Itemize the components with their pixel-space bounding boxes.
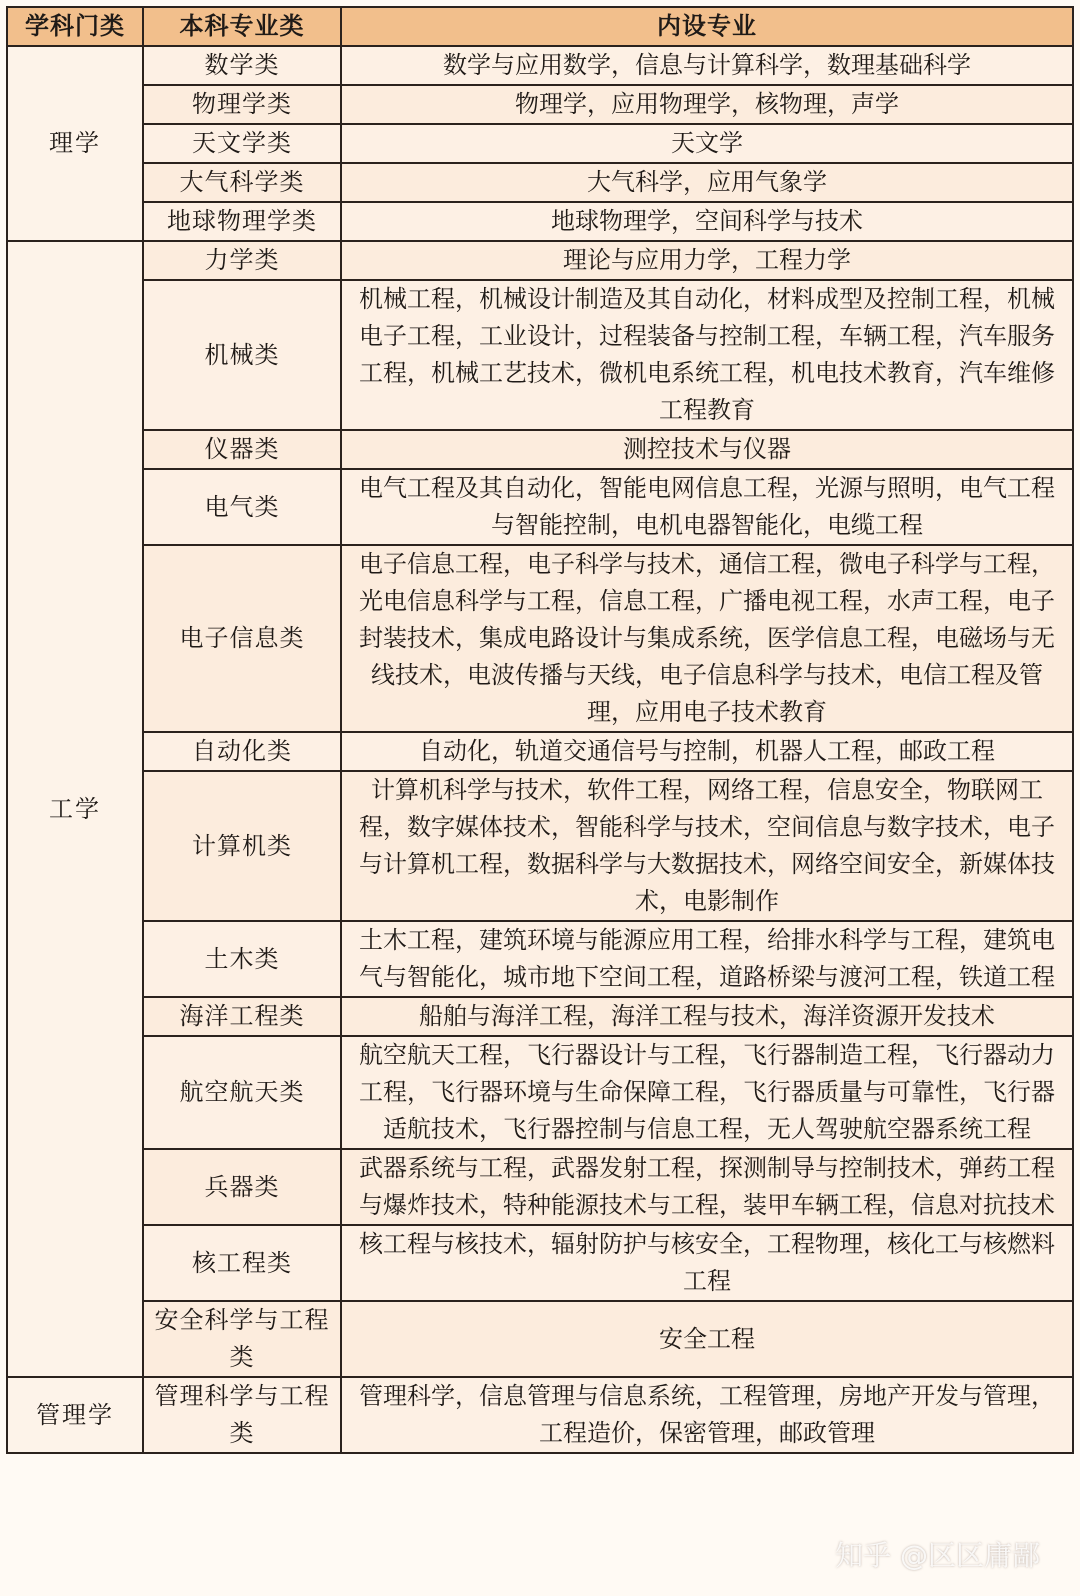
category-cell: 大气科学类 xyxy=(143,163,341,202)
category-cell: 兵器类 xyxy=(143,1149,341,1225)
category-cell: 物理学类 xyxy=(143,85,341,124)
table-row xyxy=(7,997,1073,1036)
table-row xyxy=(7,545,1073,732)
majors-cell: 数学与应用数学，信息与计算科学，数理基础科学 xyxy=(341,46,1073,85)
table-row xyxy=(7,469,1073,545)
category-cell: 数学类 xyxy=(143,46,341,85)
table-row xyxy=(7,771,1073,921)
header-category: 本科专业类 xyxy=(143,7,341,46)
majors-cell: 管理科学，信息管理与信息系统，工程管理，房地产开发与管理，工程造价，保密管理，邮政管理 xyxy=(341,1377,1073,1453)
majors-cell: 地球物理学，空间科学与技术 xyxy=(341,202,1073,241)
table-row xyxy=(7,241,1073,280)
majors-cell: 安全工程 xyxy=(341,1301,1073,1377)
table-row xyxy=(7,163,1073,202)
table-row xyxy=(7,1301,1073,1377)
majors-cell: 武器系统与工程，武器发射工程，探测制导与控制技术，弹药工程与爆炸技术，特种能源技术与工程，装甲车辆工程，信息对抗技术 xyxy=(341,1149,1073,1225)
category-cell: 电子信息类 xyxy=(143,545,341,732)
table-row xyxy=(7,732,1073,771)
header-discipline: 学科门类 xyxy=(7,7,143,46)
table-row xyxy=(7,921,1073,997)
majors-cell: 机械工程，机械设计制造及其自动化，材料成型及控制工程，机械电子工程，工业设计，过程装备与控制工程，车辆工程，汽车服务工程，机械工艺技术，微机电系统工程，机电技术教育，汽车维修工程教育 xyxy=(341,280,1073,430)
discipline-cell: 理学 xyxy=(7,46,143,241)
majors-table xyxy=(6,6,1074,1454)
category-cell: 力学类 xyxy=(143,241,341,280)
table-row xyxy=(7,1149,1073,1225)
majors-cell: 船舶与海洋工程，海洋工程与技术，海洋资源开发技术 xyxy=(341,997,1073,1036)
table-body xyxy=(7,46,1073,1453)
category-cell: 计算机类 xyxy=(143,771,341,921)
category-cell: 机械类 xyxy=(143,280,341,430)
majors-cell: 土木工程，建筑环境与能源应用工程，给排水科学与工程，建筑电气与智能化，城市地下空间工程，道路桥梁与渡河工程，铁道工程 xyxy=(341,921,1073,997)
majors-cell: 电气工程及其自动化，智能电网信息工程，光源与照明，电气工程与智能控制，电机电器智能化，电缆工程 xyxy=(341,469,1073,545)
table-row xyxy=(7,46,1073,85)
table-row xyxy=(7,1225,1073,1301)
category-cell: 仪器类 xyxy=(143,430,341,469)
category-cell: 管理科学与工程类 xyxy=(143,1377,341,1453)
majors-cell: 天文学 xyxy=(341,124,1073,163)
majors-cell: 自动化，轨道交通信号与控制，机器人工程，邮政工程 xyxy=(341,732,1073,771)
category-cell: 电气类 xyxy=(143,469,341,545)
table-row xyxy=(7,1377,1073,1453)
watermark: 知乎 @区区庸鄙 xyxy=(835,1539,1040,1572)
majors-cell: 航空航天工程，飞行器设计与工程，飞行器制造工程，飞行器动力工程，飞行器环境与生命保障工程，飞行器质量与可靠性，飞行器适航技术，飞行器控制与信息工程，无人驾驶航空器系统工程 xyxy=(341,1036,1073,1149)
table-row xyxy=(7,280,1073,430)
header-majors: 内设专业 xyxy=(341,7,1073,46)
category-cell: 安全科学与工程类 xyxy=(143,1301,341,1377)
table-row xyxy=(7,85,1073,124)
table-row xyxy=(7,430,1073,469)
category-cell: 核工程类 xyxy=(143,1225,341,1301)
majors-cell: 核工程与核技术，辐射防护与核安全，工程物理，核化工与核燃料工程 xyxy=(341,1225,1073,1301)
category-cell: 海洋工程类 xyxy=(143,997,341,1036)
majors-cell: 物理学，应用物理学，核物理，声学 xyxy=(341,85,1073,124)
header-row xyxy=(7,7,1073,46)
table-row xyxy=(7,1036,1073,1149)
table-row xyxy=(7,124,1073,163)
discipline-cell: 工学 xyxy=(7,241,143,1377)
majors-cell: 测控技术与仪器 xyxy=(341,430,1073,469)
category-cell: 土木类 xyxy=(143,921,341,997)
category-cell: 天文学类 xyxy=(143,124,341,163)
category-cell: 航空航天类 xyxy=(143,1036,341,1149)
category-cell: 地球物理学类 xyxy=(143,202,341,241)
majors-cell: 理论与应用力学，工程力学 xyxy=(341,241,1073,280)
table-row xyxy=(7,202,1073,241)
majors-cell: 计算机科学与技术，软件工程，网络工程，信息安全，物联网工程，数字媒体技术，智能科学与技术，空间信息与数字技术，电子与计算机工程，数据科学与大数据技术，网络空间安全，新媒体技术，电影制作 xyxy=(341,771,1073,921)
category-cell: 自动化类 xyxy=(143,732,341,771)
discipline-cell: 管理学 xyxy=(7,1377,143,1453)
majors-cell: 大气科学，应用气象学 xyxy=(341,163,1073,202)
majors-cell: 电子信息工程，电子科学与技术，通信工程，微电子科学与工程，光电信息科学与工程，信息工程，广播电视工程，水声工程，电子封装技术，集成电路设计与集成系统，医学信息工程，电磁场与无线技术，电波传播与天线，电子信息科学与技术，电信工程及管理，应用电子技术教育 xyxy=(341,545,1073,732)
